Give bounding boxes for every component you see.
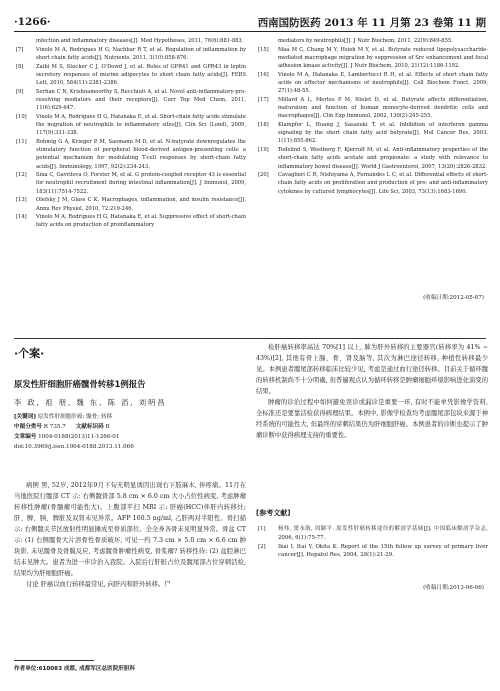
reference-item xyxy=(14,37,246,45)
reference-text: Vinolo M A, Rodrigues H G, Hatanaka E, et al. Suppressive effect of short-chain fatty acids on production of proinflammatory xyxy=(36,214,246,229)
doi: doi:10.3969/j.issn.1004-0188.2013.11.066 xyxy=(14,444,134,450)
reference-number: [8] xyxy=(16,63,24,70)
article-meta xyxy=(14,412,246,452)
case-body-left xyxy=(14,480,246,590)
section-rule xyxy=(14,338,486,339)
reference-item xyxy=(14,138,246,171)
reference-number xyxy=(14,37,36,45)
reference-number xyxy=(256,37,278,45)
clc-value: R 735.7 xyxy=(43,424,66,430)
reference-text: 杨炜, 窦永航, 周颖平. 原发性肝癌转移途径的解剖学基础[J]. 中国临床解剖学杂志, 2006, 6(1):75-77. xyxy=(278,526,488,541)
page-number: ·1266· xyxy=(14,16,51,28)
reference-text: Bohmig G A, Krieger P M, Saemann M D, et al. N-butyrate downregulates the stimulatory function of peripheral blood-derived antigen-presenting cells: a potential mechanism for modulating T-cell responses by short-chain fatty acids[J]. Immunology, 1997, 92(2):234-243. xyxy=(36,138,246,170)
reference-text: Sina C, Gavrilova O, Forster M, et al. G protein-coupled receptor 43 is essential for neutrophil recruitment during intestinal inflammation[J]. J Immunol, 2009, 183(11):7514-7522. xyxy=(36,172,246,195)
clc-label: 中图分类号 xyxy=(14,424,42,430)
reference-number: [2] xyxy=(258,543,266,550)
case-paragraph: 病例 男, 52岁, 2012年9月下旬无明显诱因出现右下肢麻木, 伴疼痛。11月在当地医院行髋部 CT 示: 右侧髋骨部 5.8 cm × 6.0 cm 大小占位性病变, 考虑肿瘤转移性肿瘤(骨髓瘤可能性大)。上腹部平扫 MRI 示: 肝癌(HCC)伴肝内转移灶; 肝、脾、胰、脾脏及双肾未见异常。AFP 160.5 ng/ml, 乙肝两对半阳性。骨扫描示: 右侧髋关节区放射性明显摊成至骨质部位。全全身各骨未见明显异常。骨盆 CT 示: (1) 右侧髋骨大片溶骨性骨质破坏, 可见一约 7.3 cm × 5.0 cm × 6.6 cm 肿块影, 未见髋骨及骨膜反应, 考虑髋骨肿瘤性病变, 骨浆瘤? 转移性待: (2) 盆腔淋巴结未见肿大。患者为进一步诊治入我院。入院后行肝脏占位及髋尾部占位穿刺活检, 结果均为肝细胞肝癌。 xyxy=(14,482,246,577)
reference-text: Klampfer L, Huang J, Sasazuki T, et al. Inhibition of interferon gamma signaling by the short chain fatty acid butyrate[J]. Mol Cancer Res, 2003, 1(11):855-862. xyxy=(278,122,488,145)
reference-number: [16] xyxy=(258,71,269,78)
article-id-label: 文章编号 xyxy=(14,434,37,440)
reference-number: [15] xyxy=(258,46,269,53)
header-rule xyxy=(14,31,486,32)
reference-item xyxy=(256,46,488,71)
reference-number: [18] xyxy=(258,122,269,129)
reference-text: Vinolo M A, Rodrigues H G, Hatanaka E, et al. Short-chain fatty acids stimulate the migration of neutrophils to inflammatory sites[J]. Clin Sci (Lond), 2009, 117(9):331-338. xyxy=(36,113,246,137)
references-heading: [参考文献] xyxy=(256,509,291,517)
keywords: 原发性肝细胞肝癌; 髋骨; 转移 xyxy=(37,414,113,420)
page-header xyxy=(14,14,486,30)
reference-text: Vinolo M A, Hatanaka E, Lambertucci R H, et al. Effects of short chain fatty acids on effector mechanisms of neutrophils[J]. Cell Biochem Funct, 2009, 27(1):48-55. xyxy=(278,71,488,95)
discussion-paragraph: 讨论 肝癌以血行转移最常见, 向肝内和肝外转移。尸 xyxy=(26,581,171,588)
reference-text: Cavaglieri C R, Nishiyama A, Fernandes L C, et al. Differential effects of short-chain fatty acids on proliferation and production of pro- and anti-inflammatory cytokines by cultured lymphocytes[J]. Life Sci, 2003, 73(13):1683-1690. xyxy=(278,172,488,195)
article-id-value: 1004-0188(2013)11-1266-01 xyxy=(38,434,120,440)
reference-item xyxy=(256,146,488,171)
doc-code-label: 文献标识码 xyxy=(75,424,104,430)
reference-number: [17] xyxy=(258,96,269,103)
reference-number: [7] xyxy=(16,46,24,53)
reference-item xyxy=(14,63,246,88)
reference-text: Olefsky J M, Glass C K. Macrophages, inflammation, and insulin resistance[J]. Annu Rev Physiol, 2010, 72:219-246. xyxy=(36,197,246,212)
case-body-right xyxy=(256,342,488,441)
footnote-rule xyxy=(14,660,94,661)
reference-item xyxy=(14,88,246,113)
reference-number: [11] xyxy=(16,138,27,145)
reference-text: infection and inflammatory diseases[J]. Med Hypotheses, 2011, 76(6):881-883. xyxy=(36,38,244,44)
reference-number: [1] xyxy=(258,526,266,532)
references-right-column xyxy=(256,37,488,196)
reference-text: Vinolo M A, Rodrigues H G, Nachbar R T, et al. Regulation of inflammation by short chain fatty acids[J]. Nutrients, 2011, 3(10):858-876. xyxy=(36,46,246,61)
reference-item xyxy=(256,71,488,96)
reference-item xyxy=(256,171,488,196)
reference-item xyxy=(14,213,246,229)
reference-number: [10] xyxy=(16,113,27,120)
reference-item xyxy=(256,543,488,560)
author-affiliation: 作者单位:610083 成都, 成都军区总医院肝胆科 xyxy=(14,666,136,672)
keywords-label: [关键词] xyxy=(14,414,36,420)
reference-text: Serhan C N, Krishnamoorthy S, Recchiuti A, et al. Novel anti-inflammatory-pro-resolving mediators and their receptors[J]. Curr Top Med Chem, 2011, 11(6):629-647. xyxy=(36,88,246,112)
reference-item xyxy=(14,113,246,138)
reference-item xyxy=(256,525,488,542)
doc-code-value: B xyxy=(105,424,110,430)
reference-number: [12] xyxy=(16,172,27,179)
reference-item xyxy=(14,196,246,212)
article-title: 原发性肝细胞肝癌髋骨转移1例报告 xyxy=(14,379,146,389)
reference-item xyxy=(14,46,246,62)
reference-text: Maa M C, Chang M Y, Hsieh M Y, et al. Butyrate reduced lipopolysaccharide-mediated macrophage migration by suppression of Src enhancement and focal adhesion kinase activity[J]. J Nutr Biochem, 2010, 21(12):1186-1192. xyxy=(278,46,488,70)
reference-text: Tedelind S, Westberg F, Kjerrulf M, et al. Anti-inflammatory properties of the short-chain fatty acids acetate and propionate: a study with relevance to inflammatory bowel disease[J]. World J Gastroenterol, 2007, 13(20):2826-2832. xyxy=(278,147,488,170)
section-title: ·个案· xyxy=(14,347,45,360)
reference-number: [19] xyxy=(258,147,269,154)
received-date-2: (收稿日期:2013-06-06) xyxy=(423,585,484,591)
reference-item xyxy=(256,96,488,121)
case-references xyxy=(256,525,488,560)
article-authors: 李 政, 祖 朋, 魏 东, 陈 滔, 刘明昌 xyxy=(14,398,167,407)
journal-title: 西南国防医药 2013 年 11 月第 23 卷第 11 期 xyxy=(257,16,486,29)
discussion-paragraph-2: 肿瘤的诊治过程中如何避免误诊或漏诊是重要一环, 有时不能单凭影像学资料, 全标准还是要靠活检获得病理结果。本例中, 影像学检查均考虑髋尾部包块来源于神经系统的可能性大, 但最终的穿刺结果仍为肝细胞肝癌。本例患者的诊断也提示了肿瘤诊断中获得病理支持的重要性。 xyxy=(256,399,488,439)
reference-item xyxy=(256,121,488,146)
reference-text: mediators by neutrophils[J]. J Nutr Biochem, 2011, 22(9):849-855. xyxy=(278,38,453,44)
reference-number: [14] xyxy=(16,214,27,221)
received-date-1: (收稿日期:2012-05-07) xyxy=(423,295,484,301)
reference-number: [13] xyxy=(16,197,27,204)
reference-text: Ikai I, Itai Y, Okita K. Report of the 15th follow up survey of primary liver cancer[J]. Hepatol Res, 2004, 28(1):21-29. xyxy=(278,543,488,559)
reference-text: Millard A L, Mertes P M, Ittelet D, et al. Butyrate affects differentiation, maturation and function of human monocyte-derived dendritic cells and macrophages[J]. Clin Exp Immunol, 2002, 130(2):245-255. xyxy=(278,96,488,120)
reference-number: [20] xyxy=(258,172,269,179)
reference-item xyxy=(256,37,488,45)
references-left-column xyxy=(14,37,246,230)
discussion-paragraph-1: 检肝癌转移率高达 70%[1] 以上, 肺为肝外转移的主要器官(转移率为 41% ~ 43%)[2], 其他有骨上腺、骨、肾及脑等, 其次为淋巴途径转移, 种植性转移最少见。本例患者髋尾部转移临床比较少见, 考虑是通过血行途径转移。目前关于循环髋的转移机制尚不十分明确, 但普遍观点认为循环转移是肿瘤细胞环境影响进化演变的结果。 xyxy=(256,344,488,395)
reference-number: [9] xyxy=(16,88,24,95)
reference-item xyxy=(14,171,246,196)
reference-text: Zaibi M S, Stocker C J, O'Dowd J, et al. Roles of GPR41 and GPR43 in leptin secretory responses of murine adipocytes to short chain fatty acids[J]. FEBS Lett, 2010, 584(11):2381-2386. xyxy=(36,63,246,87)
